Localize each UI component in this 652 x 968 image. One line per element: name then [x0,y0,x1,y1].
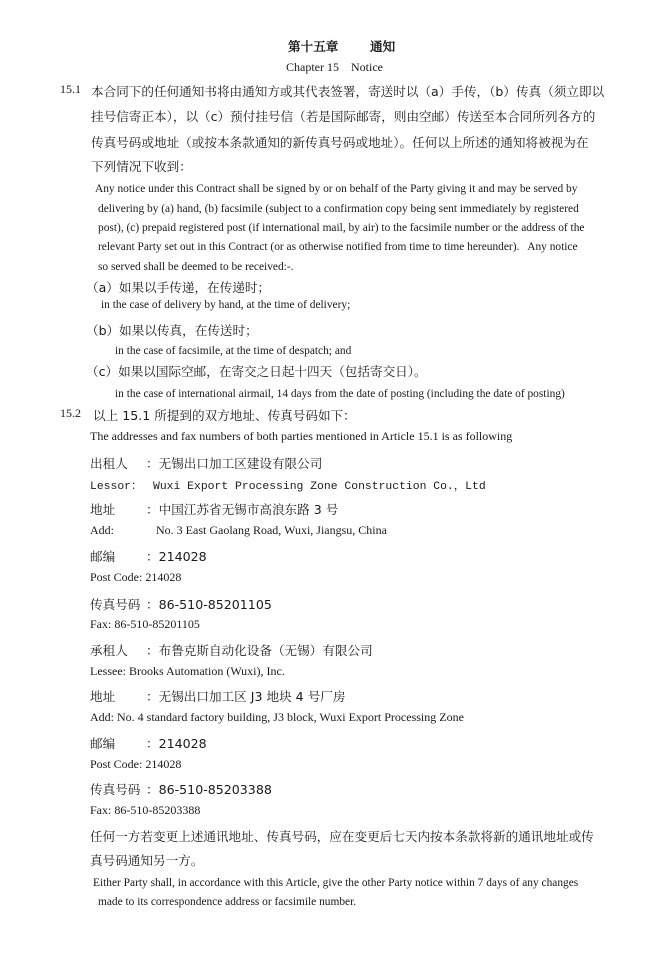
closing-en-line-2: made to its correspondence address or facsimile number. [98,896,357,908]
lessor-postcode-cn-label: 邮编 [90,549,116,564]
lessor-en-value: Wuxi Export Processing Zone Construction Co.，Ltd [153,481,486,493]
item-b-cn: （b）如果以传真，在传送时； [86,323,258,338]
lessor-en-label: Lessor： [90,481,143,493]
closing-cn-line-1: 任何一方若变更上述通讯地址、传真号码，应在变更后七天内按本条款将新的通讯地址或传 [90,829,594,844]
lessor-fax-en: Fax: 86-510-85201105 [90,617,200,631]
item-c-en: in the case of international airmail, 14 days from the date of posting (including the date of posting) [115,388,565,400]
lessor-address-cn-label: 地址 [90,502,116,517]
lessor-address-en-value: No. 3 East Gaolang Road, Wuxi, Jiangsu, China [156,523,387,537]
lessee-fax-cn-label: 传真号码 [90,782,141,797]
lessee-fax-en: Fax: 86-510-85203388 [90,803,201,817]
closing-en-line-1: Either Party shall, in accordance with this Article, give the other Party notice within 7 days of any changes [93,877,579,889]
lessor-cn-label: 出租人 [90,456,128,471]
lessee-postcode-cn-value: ：214028 [146,736,207,751]
s1-cn-line-1: 本合同下的任何通知书将由通知方或其代表签署，寄送时以（a）手传，（b）传真（须立即以 [91,84,605,99]
lessee-address-cn-label: 地址 [90,689,116,704]
closing-cn-line-2: 真号码通知另一方。 [90,853,204,868]
lessee-postcode-cn-label: 邮编 [90,736,116,751]
s1-cn-line-2: 挂号信寄正本），以（c）预付挂号信（若是国际邮寄，则由空邮）传送至本合同所列各方的 [91,109,596,124]
section-number-15-1: 15.1 [60,82,81,96]
s1-en-line-3: post), (c) prepaid registered post (if international mail, by air) to the facsimile number or the address of the [98,222,585,234]
item-a-en: in the case of delivery by hand, at the time of delivery; [101,299,351,311]
s1-en-line-2: delivering by (a) hand, (b) facsimile (subject to a confirmation copy being sent immediately by registered [98,203,579,215]
item-c-cn: （c）如果以国际空邮，在寄交之日起十四天（包括寄交日）。 [86,364,427,379]
lessor-address-cn-value: ：中国江苏省无锡市高浪东路 3 号 [146,502,339,517]
lessor-address-en-label: Add: [90,523,114,537]
section-number-15-2: 15.2 [60,406,81,420]
lessor-fax-cn-label: 传真号码 [90,597,141,612]
item-b-en: in the case of facsimile, at the time of despatch; and [115,345,352,357]
s2-cn: 以上 15.1 所提到的双方地址、传真号码如下： [93,408,356,423]
lessor-cn-value: ：无锡出口加工区建设有限公司 [146,456,323,471]
lessee-address-cn-value: ：无锡出口加工区 J3 地块 4 号厂房 [146,689,346,704]
lessor-fax-cn-value: ：86-510-85201105 [146,597,272,612]
s1-cn-line-4: 下列情况下收到： [91,159,192,174]
lessee-cn-label: 承租人 [90,643,128,658]
lessee-address-en: Add: No. 4 standard factory building, J3 block, Wuxi Export Processing Zone [90,710,464,724]
chapter-title-en: Chapter 15 Notice [286,60,383,74]
lessee-en: Lessee: Brooks Automation (Wuxi), Inc. [90,664,285,678]
s1-en-line-5: so served shall be deemed to be received:-. [98,261,294,273]
lessor-postcode-en: Post Code: 214028 [90,570,182,584]
s1-cn-line-3: 传真号码或地址（或按本条款通知的新传真号码或地址）。任何以上所述的通知将被视为在 [91,135,589,150]
s1-en-line-4: relevant Party set out in this Contract (or as otherwise notified from time to time hereunder). Any notice [98,241,578,253]
s1-en-line-1: Any notice under this Contract shall be signed by or on behalf of the Party giving it and may be served by [95,183,578,195]
item-a-cn: （a）如果以手传递，在传递时； [86,280,271,295]
s2-en: The addresses and fax numbers of both parties mentioned in Article 15.1 is as following [90,429,513,443]
lessee-cn-value: ：布鲁克斯自动化设备（无锡）有限公司 [146,643,373,658]
chapter-title-cn-notice: 通知 [370,39,396,54]
lessee-fax-cn-value: ：86-510-85203388 [146,782,272,797]
lessor-postcode-cn-value: ：214028 [146,549,207,564]
lessee-postcode-en: Post Code: 214028 [90,757,182,771]
chapter-title-cn: 第十五章 [288,39,339,54]
